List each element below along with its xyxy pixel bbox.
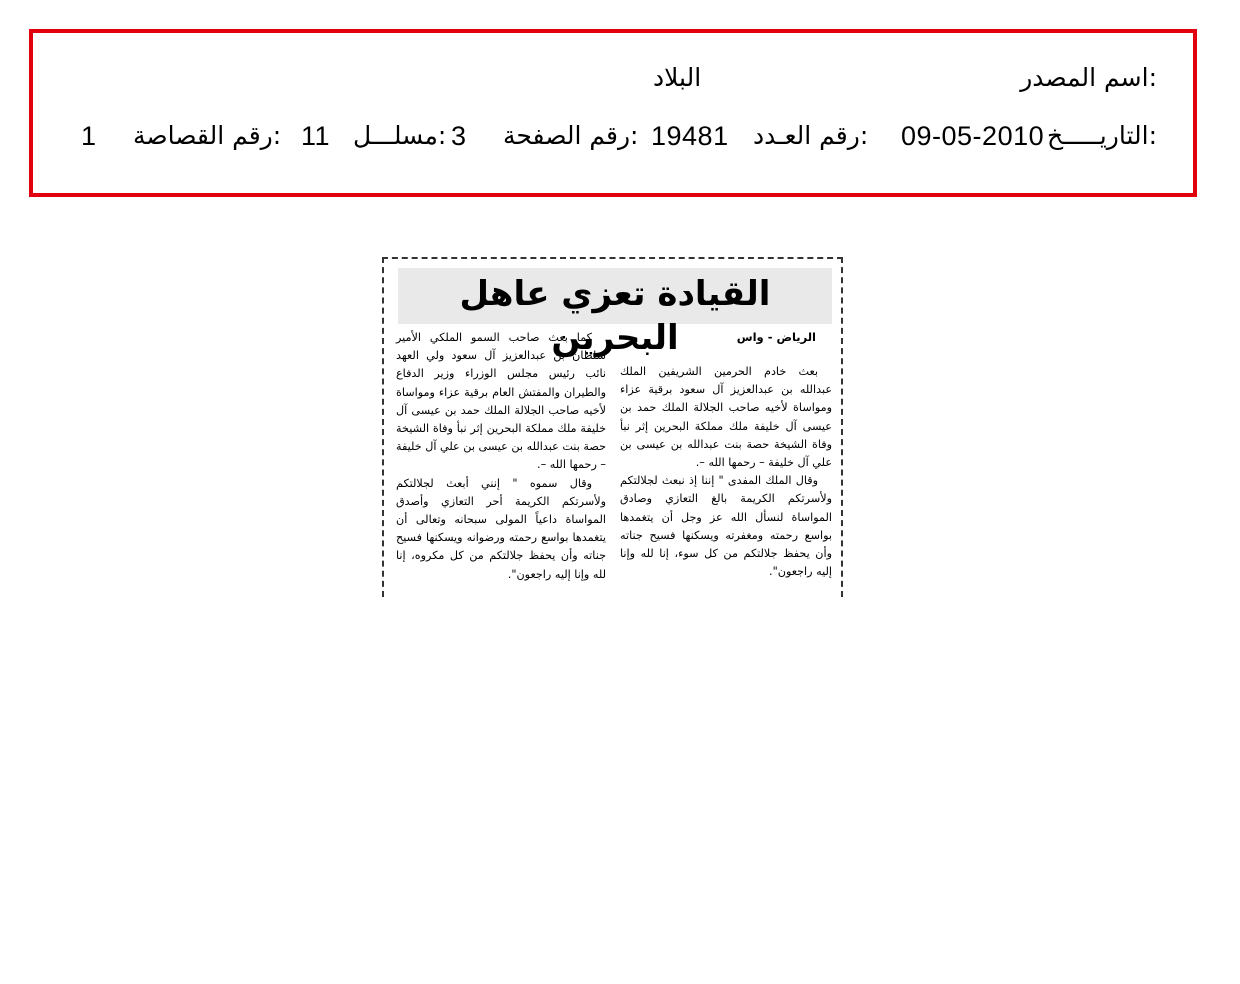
serial-label: مسلـــل:: [353, 121, 447, 150]
clip-value: 1: [81, 121, 97, 151]
paragraph: كما بعث صاحب السمو الملكي الأمير سلطان بن عبدالعزيز آل سعود ولي العهد نائب رئيس مجلس الوزراء وزير الدفاع والطيران والمفتش العام برقية عزاء ومواساة لأخيه صاحب الجلالة الملك حمد بن عيسى آل خليفة ملك مملكة البحرين إثر نبأ وفاة الشيخة حصة بنت عبدالله بن عيسى بن علي آل خليفة – رحمها الله –.: [396, 331, 606, 472]
page-value: 3: [451, 121, 467, 151]
issue-value: 19481: [651, 121, 729, 151]
paragraph: وقال سموه " إنني أبعث لجلالتكم ولأسرتكم الكريمة أحر التعازي وأصدق المواساة داعياً المولى سبحانه وتعالى أن يتغمدها بواسع رحمته ورضوانه ويسكنها فسيح جناته وأن يحفظ جلالتكم من كل مكروه، إنا لله وإنا إليه راجعون".: [396, 476, 606, 581]
date-label: التاريـــــخ:: [1047, 121, 1157, 150]
newspaper-clipping: [382, 257, 843, 597]
article-byline: الرياض - واس: [736, 330, 816, 344]
article-column-left: [396, 329, 606, 584]
paragraph: وقال الملك المفدى " إننا إذ نبعث لجلالتكم ولأسرتكم الكريمة بالغ التعازي وصادق المواساة لنسأل الله عز وجل أن يتغمدها بواسع رحمته ومغفرته ويسكنها فسيح جناته وأن يحفظ جلالتكم من كل سوء، إنا لله وإنا إليه راجعون".: [620, 474, 832, 579]
page-label: رقم الصفحة:: [503, 121, 639, 150]
date-value: 09-05-2010: [901, 121, 1045, 151]
serial-value: 11: [301, 121, 331, 151]
source-value: البلاد: [653, 63, 702, 92]
article-headline: القيادة تعزي عاهل البحرين: [459, 274, 771, 358]
paragraph: بعث خادم الحرمين الشريفين الملك عبدالله بن عبدالعزيز آل سعود برقية عزاء ومواساة لأخيه صاحب الجلالة الملك حمد بن عيسى آل خليفة ملك مملكة البحرين إثر نبأ وفاة الشيخة حصة بنت عبدالله بن عيسى بن علي آل خليفة – رحمها الله –.: [620, 365, 832, 470]
article-column-right: [620, 363, 832, 581]
metadata-box: [29, 29, 1197, 197]
clip-label: رقم القصاصة:: [133, 121, 282, 150]
issue-label: رقم العـدد:: [753, 121, 869, 150]
source-label: اسم المصدر:: [1020, 63, 1157, 92]
